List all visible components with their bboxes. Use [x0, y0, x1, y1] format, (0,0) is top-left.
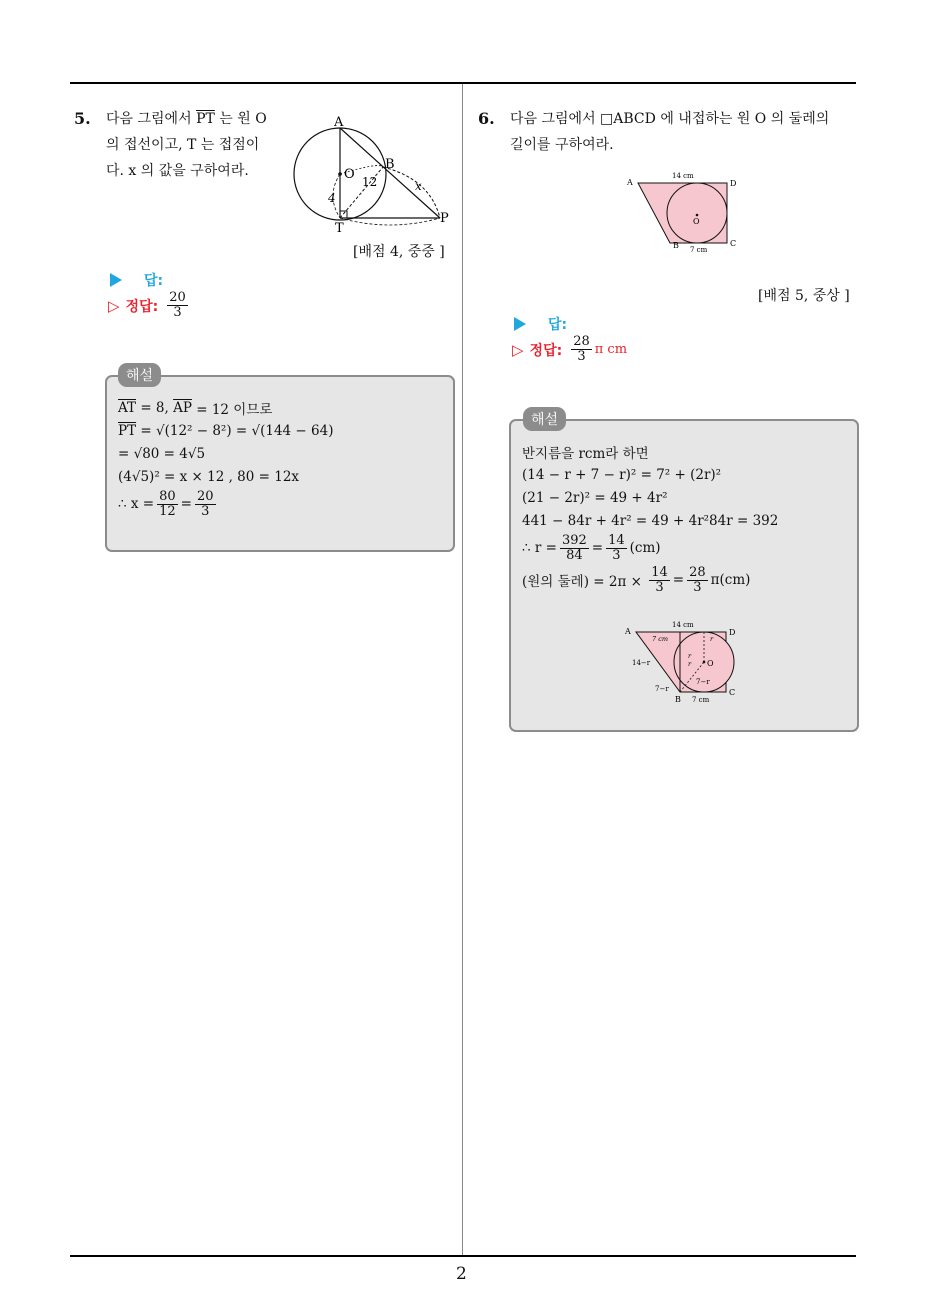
secant-ap [340, 128, 440, 218]
correct-arrow-icon: ▷ [512, 340, 524, 359]
svg-text:14 cm: 14 cm [672, 621, 694, 629]
center-dot [338, 172, 342, 176]
q6-question-text: 다음 그림에서 □ABCD 에 내접하는 원 O 의 둘레의 길이를 구하여라. [510, 111, 830, 153]
q6-score: [배점 5, 중상 ] [758, 288, 850, 304]
top-rule [70, 82, 856, 84]
q5-correct-row [108, 291, 191, 320]
segment-pt: $\overline{PT}$ [196, 111, 215, 127]
q6-correct-row: ▷ 정답: $\frac{28}{3}$ π cm [512, 334, 628, 364]
q5-question-text: 다음 그림에서 $\overline{PT}$ 는 원 O 의 접선이고, T 는 접점이 다. x 의 값을 구하여라. [106, 111, 267, 179]
fig6-label-d: D [730, 179, 737, 188]
correct-fraction: $\frac{20}{3}$ [169, 290, 186, 320]
answer-label: 답: [144, 273, 164, 289]
correct-label: 정답: [125, 298, 159, 315]
svg-text:D: D [729, 628, 736, 637]
correct-fraction: $\frac{28}{3}$ [573, 334, 590, 364]
fig6-label-b: B [673, 241, 679, 250]
q5-solution: $\overline{AT}$ = 8, $\overline{AP}$ = 12 이므로 $\overline{PT}$ = √(12² − 8²) = √(144 − 64) = √80 = 4√5 (4√5)² = x × 12 , 80 = 12x ∴ x = $\frac{80}{12}$ = $\frac{20}{3}$ [118, 399, 334, 519]
q5-solution-tag: 해설 [118, 363, 161, 387]
svg-text:14−r: 14−r [632, 659, 651, 667]
correct-label: 정답: [529, 342, 563, 359]
fig6-label-c: C [730, 239, 737, 248]
column-divider [462, 84, 463, 1256]
label-b: B [385, 157, 395, 172]
q5-figure [290, 114, 460, 234]
svg-text:A: A [625, 627, 631, 636]
svg-text:r: r [710, 635, 714, 643]
correct-arrow-icon: ▷ [108, 296, 120, 315]
svg-text:C: C [729, 688, 736, 697]
label-4: 4 [328, 191, 336, 205]
page-number: 2 [456, 1264, 467, 1284]
label-a: A [334, 115, 344, 130]
fig6-label-7cm: 7 cm [690, 246, 708, 252]
svg-text:r: r [688, 652, 692, 660]
answer-arrow-icon [514, 317, 526, 331]
answer-label: 답: [548, 317, 568, 333]
q6-answer-row [514, 314, 567, 334]
label-p: P [440, 211, 449, 226]
fig6-label-a: A [627, 178, 633, 187]
svg-text:O: O [707, 659, 714, 668]
label-t: T [335, 221, 344, 234]
q5-answer-row [110, 270, 163, 290]
q6-figure [624, 172, 744, 252]
q6-solution-figure [622, 620, 742, 704]
svg-text:7−r: 7−r [655, 685, 669, 693]
svg-text:B: B [675, 695, 681, 704]
svg-text:7 cm: 7 cm [652, 635, 669, 643]
svg-text:7 cm: 7 cm [692, 696, 710, 704]
q6-number: 6. [478, 109, 495, 128]
q6-solution-tag: 해설 [523, 407, 566, 431]
fig6-label-14cm: 14 cm [672, 172, 694, 180]
q5-number: 5. [74, 109, 91, 128]
inscribed-circle [667, 183, 727, 243]
label-o: O [344, 167, 355, 182]
arc-tp [340, 218, 440, 225]
bottom-rule [70, 1255, 856, 1257]
q5-score: [배점 4, 중중 ] [353, 244, 445, 260]
label-12: 12 [362, 175, 378, 189]
answer-arrow-icon [110, 273, 122, 287]
fig6-label-o: O [693, 217, 700, 226]
label-x: x [415, 179, 422, 193]
svg-text:r: r [688, 660, 692, 668]
svg-text:7−r: 7−r [696, 678, 710, 686]
q6-solution: 반지름을 rcm라 하면 (14 − r + 7 − r)² = 7² + (2r)² (21 − 2r)² = 49 + 4r² 441 − 84r + 4r² = 49 + 4r²84r = 392 ∴ r = $\frac{392}{84}$ = $\frac{14}{3}$ (cm) (원의 둘레) = 2π × $\frac{14}{3}$ = $\frac{28}{3}$ π(cm) [522, 445, 779, 595]
